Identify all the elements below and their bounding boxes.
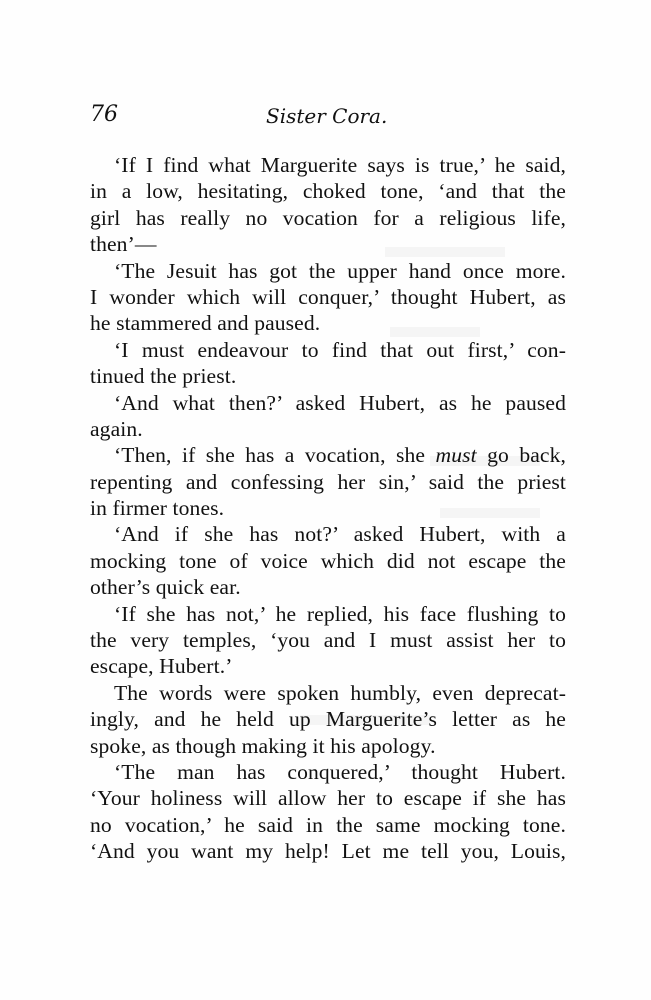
text-segment: then’— (90, 232, 157, 257)
text-segment: ‘Your holiness will allow her to escape if she has (90, 786, 566, 811)
text-segment: ‘And you want my help! Let me tell you, Louis, (90, 839, 566, 864)
text-segment: in a low, hesitating, choked tone, ‘and that the (90, 179, 566, 204)
text-line (90, 838, 566, 864)
text-line (90, 733, 566, 759)
text-line (90, 627, 566, 653)
text-segment: ‘I must endeavour to find that out first,’ con- (114, 337, 566, 362)
italic-word: must (435, 443, 477, 468)
text-line (90, 416, 566, 442)
text-line (90, 653, 566, 679)
body-text (90, 152, 566, 865)
text-line (90, 680, 566, 706)
text-line (90, 337, 566, 363)
text-line (90, 548, 566, 574)
text-line (90, 231, 566, 257)
text-segment: ‘If I find what Marguerite says is true,’ he said, (114, 153, 566, 177)
text-segment: ‘And if she has not?’ asked Hubert, with a (114, 522, 566, 547)
text-line (90, 178, 566, 204)
text-segment: ‘If she has not,’ he replied, his face flushing to (114, 601, 566, 626)
text-line (90, 521, 566, 547)
text-line (90, 601, 566, 627)
text-segment: mocking tone of voice which did not escape the (90, 548, 566, 573)
text-line (90, 442, 566, 468)
text-line (90, 390, 566, 416)
running-head: Sister Cora. (266, 104, 388, 128)
text-line (90, 706, 566, 732)
text-segment: ‘The man has conquered,’ thought Hubert. (114, 759, 566, 784)
text-segment: again. (90, 416, 143, 441)
text-line (90, 495, 566, 521)
text-line (90, 258, 566, 284)
text-line (90, 574, 566, 600)
text-segment: I wonder which will conquer,’ thought Hubert, as (90, 284, 566, 309)
text-segment: girl has really no vocation for a religious life, (90, 205, 566, 230)
page-header (90, 102, 564, 132)
text-segment: no vocation,’ he said in the same mocking tone. (90, 812, 566, 837)
text-line (90, 759, 566, 785)
text-line (90, 363, 566, 389)
text-segment: go back, (476, 443, 567, 468)
text-line (90, 812, 566, 838)
text-segment: the very temples, ‘you and I must assist her to (90, 628, 566, 653)
text-segment: in firmer tones. (90, 496, 225, 521)
text-line (90, 284, 566, 310)
text-line (90, 310, 566, 336)
text-segment: ‘And what then?’ asked Hubert, as he paused (114, 390, 566, 415)
text-line (90, 785, 566, 811)
page-number: 76 (90, 102, 118, 127)
text-segment: other’s quick ear. (90, 575, 241, 600)
text-segment: tinued the priest. (90, 364, 237, 389)
text-segment: repenting and confessing her sin,’ said the priest (90, 469, 566, 494)
text-segment: escape, Hubert.’ (90, 654, 233, 679)
text-segment: The words were spoken humbly, even deprecat- (114, 680, 566, 705)
text-segment: he stammered and paused. (90, 311, 321, 336)
text-segment: ‘Then, if she has a vocation, she (114, 443, 436, 468)
text-segment: ‘The Jesuit has got the upper hand once more. (114, 258, 566, 283)
text-segment: ingly, and he held up Marguerite’s letter as he (90, 707, 566, 732)
text-line (90, 469, 566, 495)
text-segment: spoke, as though making it his apology. (90, 733, 436, 758)
text-line (90, 205, 566, 231)
text-line (90, 152, 566, 178)
